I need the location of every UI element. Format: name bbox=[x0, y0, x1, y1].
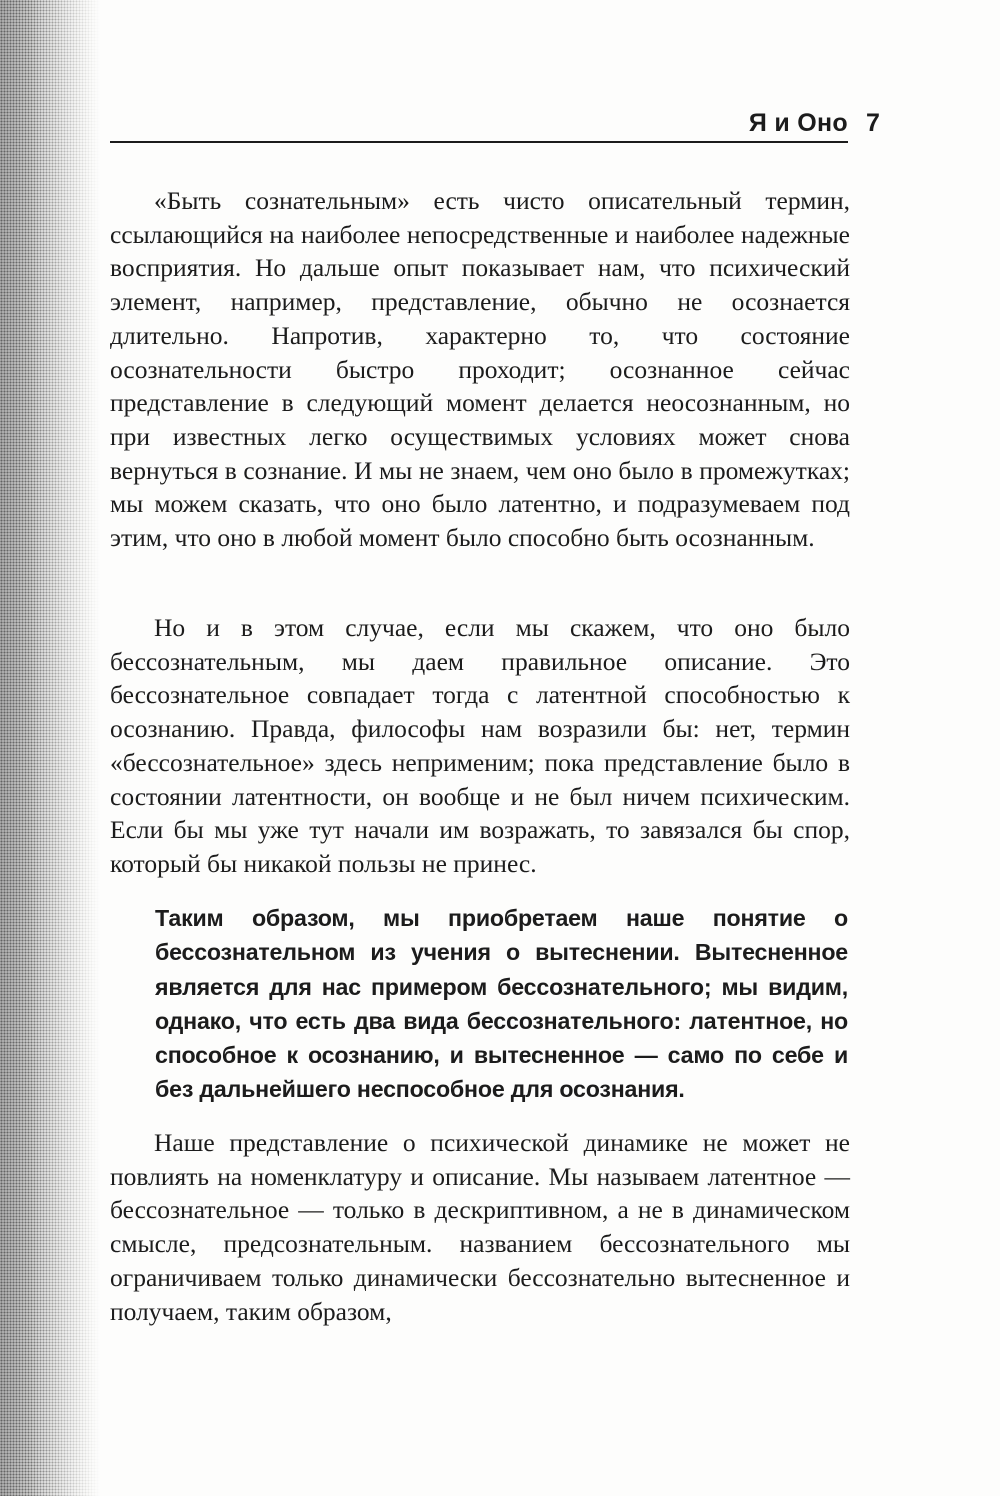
highlight-text: Таким образом, мы приобретаем наше понятие о бессознательном из учения о вытеснении. Вытесненное является для нас примером бессознательного; мы видим, однако, что есть два вида бессознательного: латентное, но способное к осознанию, и вытесненное — само по себе и без дальнейшего неспособное для осознания. bbox=[155, 905, 848, 1103]
page-number: 7 bbox=[866, 109, 880, 137]
paragraph-text: Но и в этом случае, если мы скажем, что оно было бессознательным, мы даем правильное описание. Это бессознательное совпадает тогда с латентной способностью к осознанию. Правда, философы нам возразили бы: нет, термин «бессознательное» здесь неприменим; пока представление было в состоянии латентности, он вообще и не был ничем психическим. Если бы мы уже тут начали им возражать, то завязался бы спор, который бы никакой пользы не принес. bbox=[110, 613, 850, 878]
paragraph-text: Наше представление о психической динамике не может не повлиять на номенклатуру и описание. Мы называем латентное — бессознательное — только в дескриптивном, а не в динамическом смысле, предсознательным. названием бессознательного мы ограничиваем только динамически бессознательно вытесненное и получаем, таким образом, bbox=[110, 1128, 850, 1326]
running-header bbox=[110, 108, 848, 142]
header-rule bbox=[110, 141, 848, 143]
halftone-page-edge bbox=[0, 0, 100, 1496]
paragraph-1 bbox=[110, 184, 850, 555]
highlighted-summary bbox=[155, 901, 848, 1107]
paragraph-2 bbox=[110, 611, 850, 881]
running-title: Я и Оно bbox=[748, 109, 848, 137]
paragraph-text: «Быть сознательным» есть чисто описательный термин, ссылающийся на наиболее непосредственные и наиболее надежные восприятия. Но дальше опыт показывает нам, что психический элемент, например, представление, обычно не осознается длительно. Напротив, характерно то, что состояние осознательности быстро проходит; осознанное сейчас представление в следующий момент делается неосознанным, но при известных легко осуществимых условиях может снова вернуться в сознание. И мы не знаем, чем оно было в промежутках; мы можем сказать, что оно было латентно, и подразумеваем под этим, что оно в любой момент было способно быть осознанным. bbox=[110, 186, 850, 553]
paragraph-3 bbox=[110, 1126, 850, 1328]
